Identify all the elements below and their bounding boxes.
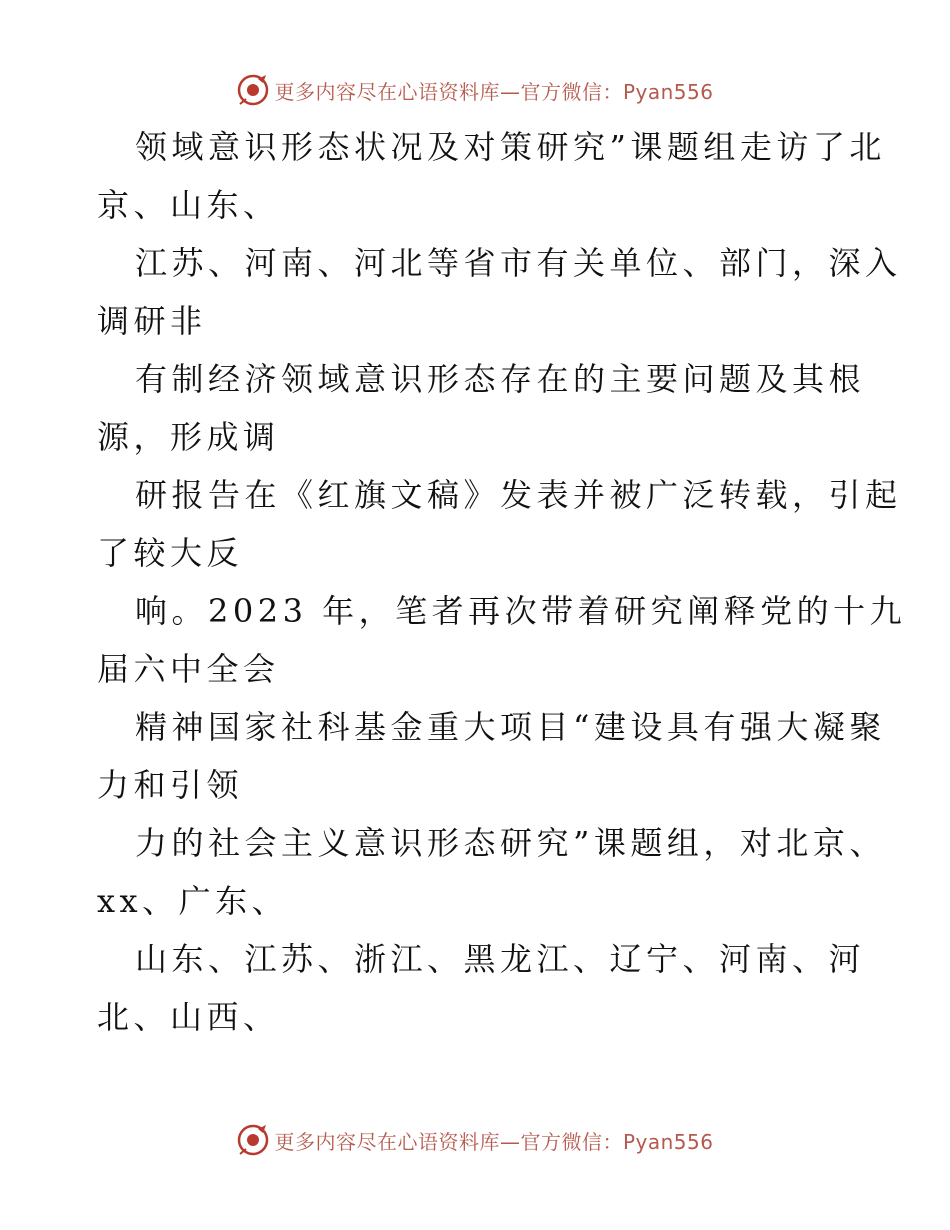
text-line: 精神国家社科基金重大项目“建设具有强大凝聚 — [135, 708, 886, 746]
text-line: 山东、江苏、浙江、黑龙江、辽宁、河南、河 — [135, 940, 866, 978]
seal-logo-icon — [236, 1123, 270, 1157]
text-line: 研报告在《红旗文稿》发表并被广泛转载，引起 — [135, 476, 902, 514]
text-line: 调研非 — [97, 302, 207, 340]
text-line: 力的社会主义意识形态研究”课题组，对北京、 — [135, 824, 886, 862]
text-line: 届六中全会 — [97, 650, 280, 688]
text-line: 响。2023 年，笔者再次带着研究阐释党的十九 — [135, 592, 907, 630]
footer-banner-text: 更多内容尽在心语资料库—官方微信：Pyan556 — [274, 1129, 714, 1154]
header-banner-text: 更多内容尽在心语资料库—官方微信：Pyan556 — [274, 79, 714, 104]
text-line: 源，形成调 — [97, 418, 280, 456]
text-line: 力和引领 — [97, 766, 244, 804]
text-line: 领域意识形态状况及对策研究”课题组走访了北 — [135, 128, 886, 166]
text-line: 江苏、河南、河北等省市有关单位、部门，深入 — [135, 244, 902, 282]
seal-logo-icon — [236, 73, 270, 107]
text-line: 北、山西、 — [97, 998, 280, 1036]
header-banner — [0, 70, 950, 110]
text-line: 了较大反 — [97, 534, 244, 572]
text-line: 有制经济领域意识形态存在的主要问题及其根 — [135, 360, 866, 398]
text-line: xx、广东、 — [97, 882, 289, 920]
footer-banner — [0, 1120, 950, 1160]
text-line: 京、山东、 — [97, 186, 280, 224]
